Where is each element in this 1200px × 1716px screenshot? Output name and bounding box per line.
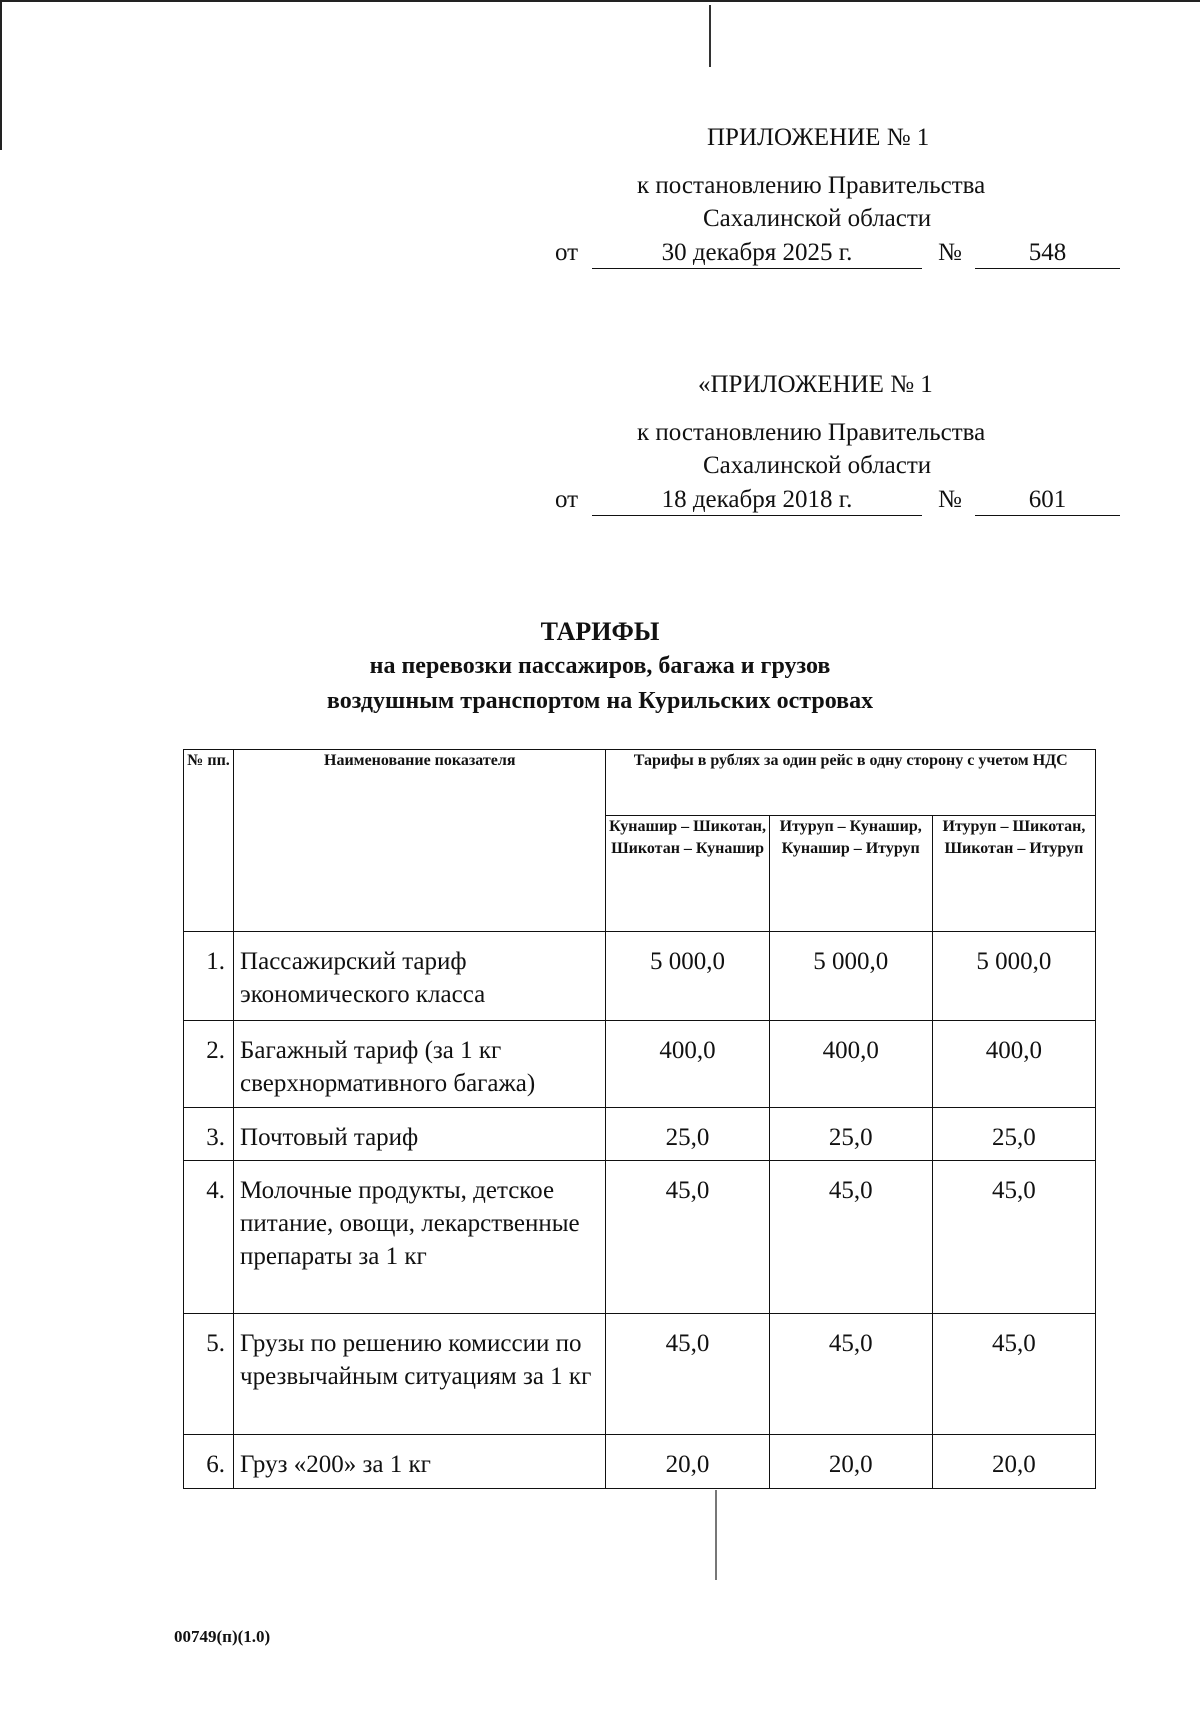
document-code: 00749(п)(1.0)	[174, 1627, 271, 1646]
scan-mark-top	[709, 5, 711, 67]
appendix-title: ПРИЛОЖЕНИЕ № 1	[707, 124, 930, 151]
row-value-iturup-shikotan: 5 000,0	[932, 932, 1095, 1021]
table-row	[184, 1161, 1096, 1314]
document-subtitle-line-1: на перевозки пассажиров, багажа и грузов	[369, 653, 831, 679]
row-value-iturup-kunashir: 400,0	[769, 1021, 932, 1108]
row-value-iturup-shikotan: 45,0	[932, 1161, 1095, 1314]
document-subtitle-line-2: воздушным транспортом на Курильских островах	[326, 688, 874, 714]
row-value-iturup-kunashir: 20,0	[769, 1435, 932, 1489]
header-route-kunashir-shikotan: Кунашир – Шикотан, Шикотан – Кунашир	[606, 816, 769, 932]
row-value-iturup-kunashir: 45,0	[769, 1161, 932, 1314]
scan-edge-left	[0, 0, 2, 150]
from-label: от	[555, 486, 579, 513]
header-tariff-group: Тарифы в рублях за один рейс в одну сторону с учетом НДС	[606, 750, 1096, 816]
row-indicator-name: Молочные продукты, детское питание, овощи, лекарственные препараты за 1 кг	[234, 1161, 606, 1314]
appendix-resolution-line: к постановлению Правительства	[637, 172, 986, 199]
row-value-kunashir-shikotan: 45,0	[606, 1161, 769, 1314]
resolution-number: 601	[975, 483, 1120, 516]
row-value-kunashir-shikotan: 45,0	[606, 1314, 769, 1435]
row-indicator-name: Почтовый тариф	[234, 1108, 606, 1161]
row-value-kunashir-shikotan: 25,0	[606, 1108, 769, 1161]
table-row	[184, 1314, 1096, 1435]
row-indicator-name: Пассажирский тариф экономического класса	[234, 932, 606, 1021]
appendix-resolution-line: к постановлению Правительства	[637, 419, 986, 446]
resolution-date: 18 декабря 2018 г.	[592, 483, 922, 516]
document-title: ТАРИФЫ	[540, 617, 660, 646]
table-row	[184, 932, 1096, 1021]
header-indicator-name: Наименование показателя	[234, 750, 606, 932]
row-number: 6.	[184, 1435, 234, 1489]
appendix-region-line: Сахалинской области	[703, 452, 932, 479]
row-value-iturup-kunashir: 5 000,0	[769, 932, 932, 1021]
number-label: №	[938, 239, 962, 266]
header-route-iturup-kunashir: Итуруп – Кунашир, Кунашир – Итуруп	[769, 816, 932, 932]
table-row	[184, 1108, 1096, 1161]
row-value-iturup-shikotan: 25,0	[932, 1108, 1095, 1161]
resolution-number: 548	[975, 236, 1120, 269]
row-number: 2.	[184, 1021, 234, 1108]
resolution-date: 30 декабря 2025 г.	[592, 236, 922, 269]
appendix-date-row	[555, 236, 1125, 272]
number-label: №	[938, 486, 962, 513]
row-value-iturup-kunashir: 45,0	[769, 1314, 932, 1435]
appendix-title: «ПРИЛОЖЕНИЕ № 1	[698, 371, 933, 398]
scan-mark-bottom	[715, 1490, 717, 1580]
header-route-iturup-shikotan: Итуруп – Шикотан, Шикотан – Итуруп	[932, 816, 1095, 932]
row-value-iturup-shikotan: 400,0	[932, 1021, 1095, 1108]
table-row	[184, 1435, 1096, 1489]
row-value-kunashir-shikotan: 400,0	[606, 1021, 769, 1108]
row-value-iturup-kunashir: 25,0	[769, 1108, 932, 1161]
row-indicator-name: Багажный тариф (за 1 кг сверхнормативного багажа)	[234, 1021, 606, 1108]
from-label: от	[555, 239, 579, 266]
scan-edge-top	[0, 0, 1200, 2]
appendix-date-row	[555, 483, 1125, 519]
row-number: 3.	[184, 1108, 234, 1161]
header-number: № пп.	[184, 750, 234, 932]
row-value-iturup-shikotan: 20,0	[932, 1435, 1095, 1489]
table-header-row	[184, 750, 1096, 816]
row-value-kunashir-shikotan: 5 000,0	[606, 932, 769, 1021]
row-number: 4.	[184, 1161, 234, 1314]
row-number: 5.	[184, 1314, 234, 1435]
row-value-iturup-shikotan: 45,0	[932, 1314, 1095, 1435]
appendix-region-line: Сахалинской области	[703, 205, 932, 232]
row-value-kunashir-shikotan: 20,0	[606, 1435, 769, 1489]
row-indicator-name: Груз «200» за 1 кг	[234, 1435, 606, 1489]
row-number: 1.	[184, 932, 234, 1021]
tariff-table	[183, 749, 1096, 1489]
table-row	[184, 1021, 1096, 1108]
row-indicator-name: Грузы по решению комиссии по чрезвычайным ситуациям за 1 кг	[234, 1314, 606, 1435]
